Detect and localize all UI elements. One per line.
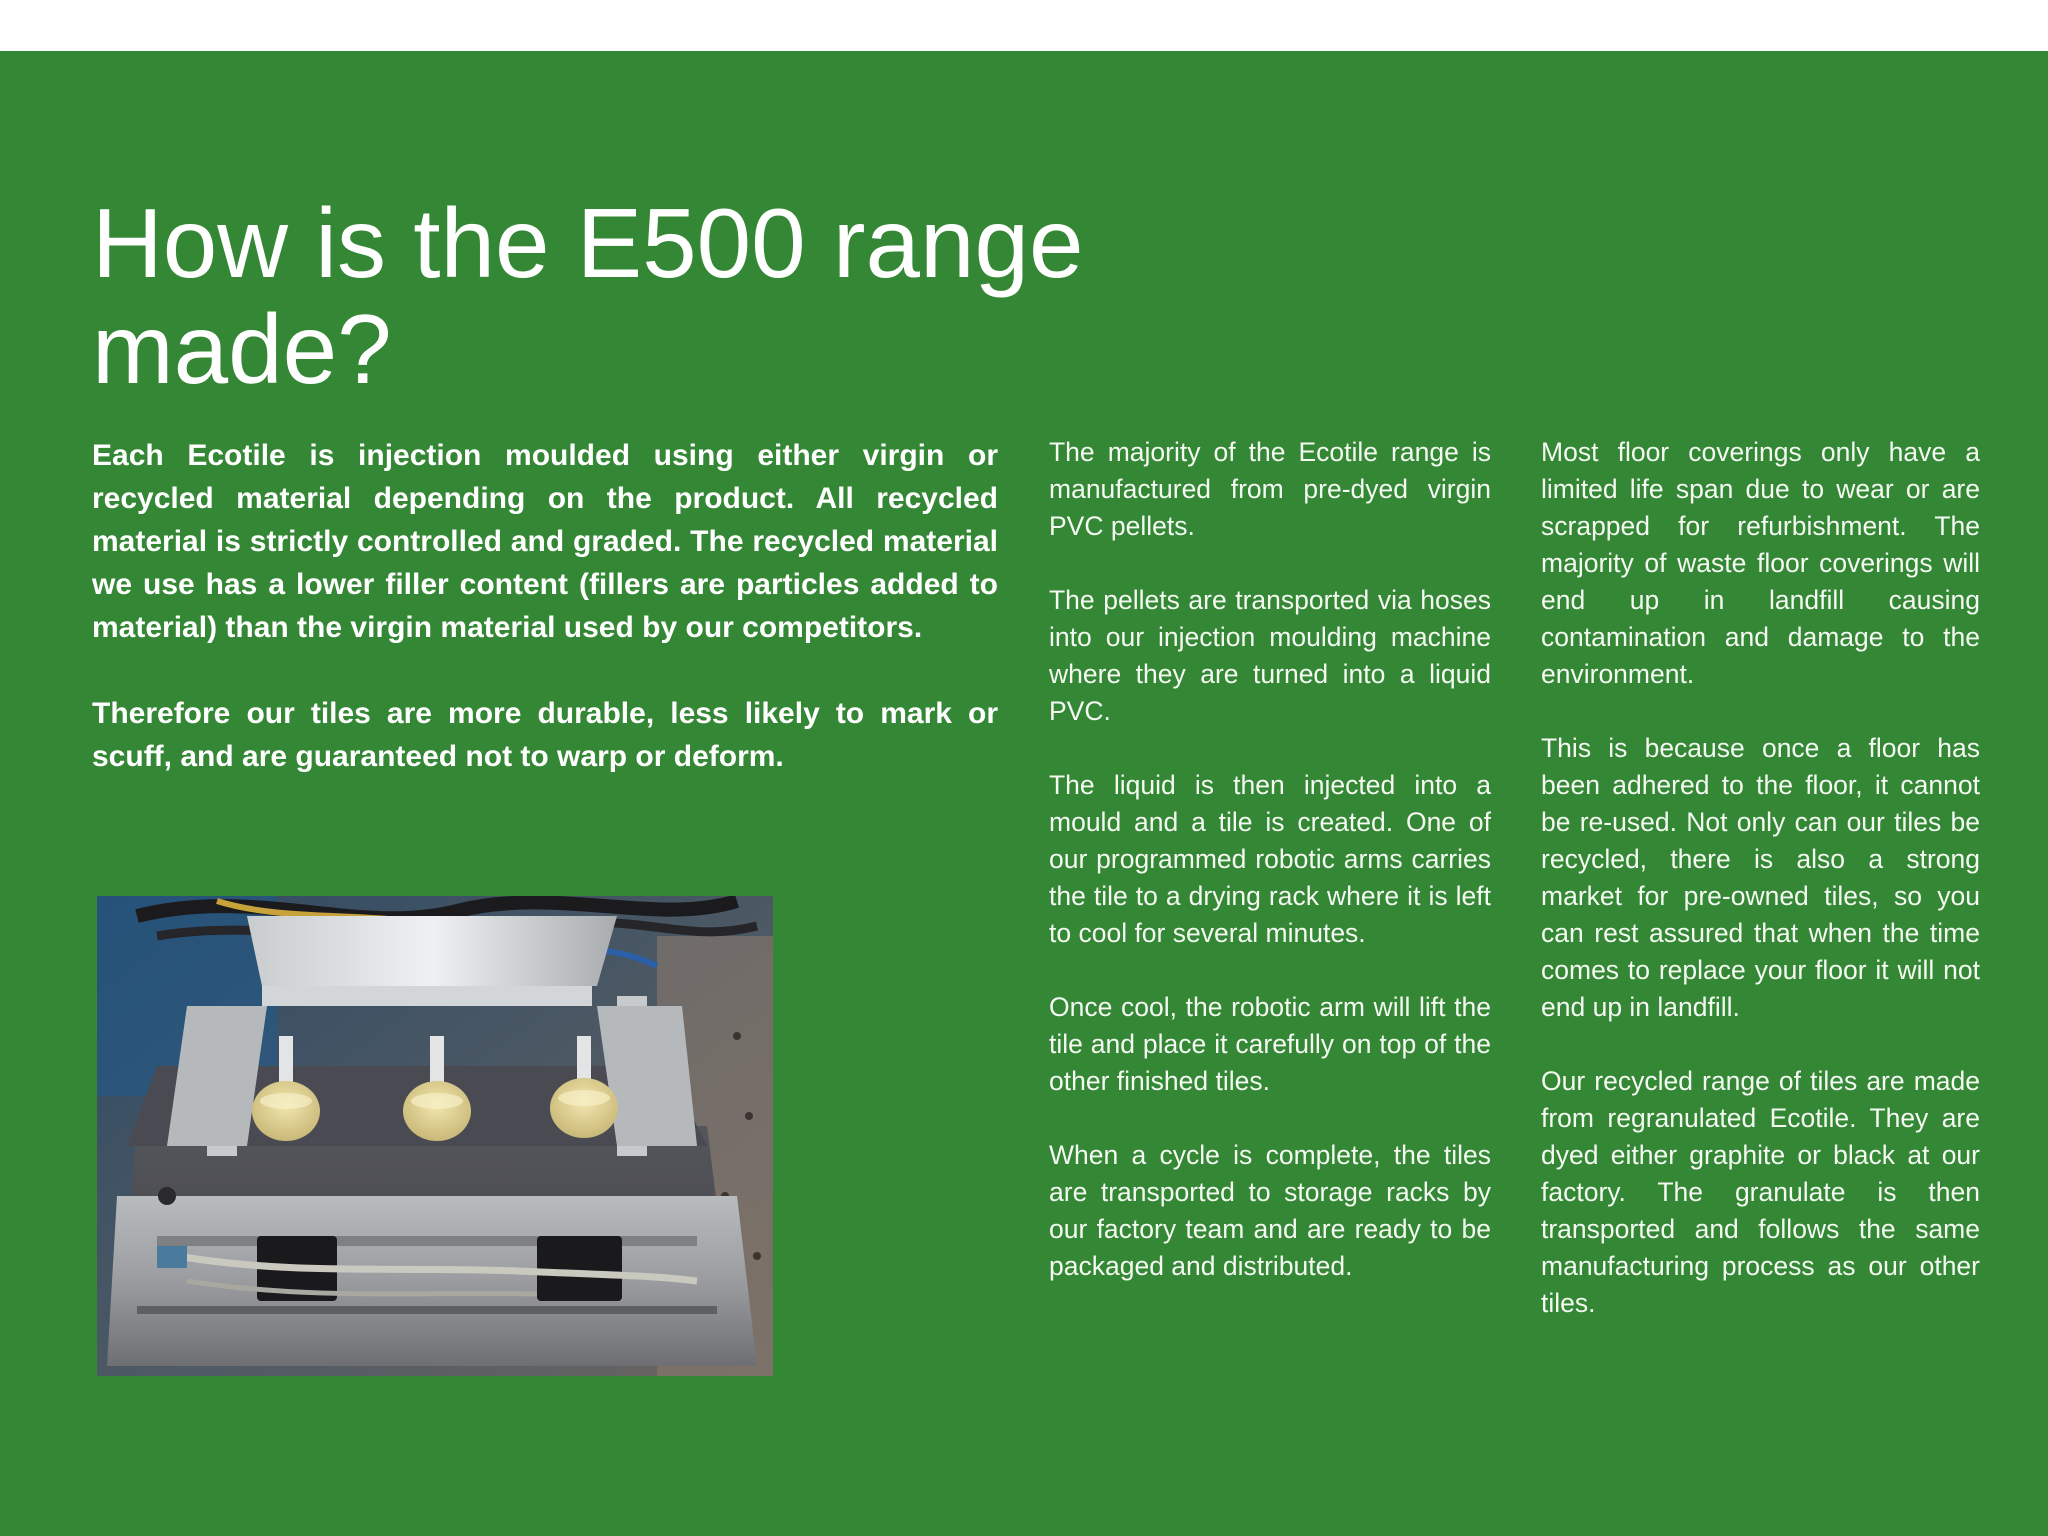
middle-paragraph-3: The liquid is then injected into a mould and a tile is created. One of our programmed robotic arms carries the tile to a drying rack where it is left to cool for several minutes. bbox=[1049, 770, 1491, 948]
right-paragraph-3: Our recycled range of tiles are made from regranulated Ecotile. They are dyed either graphite or black at our factory. The granulate is then transported and follows the same manufacturing process as our other tiles. bbox=[1541, 1066, 1980, 1318]
middle-paragraph-4: Once cool, the robotic arm will lift the tile and place it carefully on top of the other finished tiles. bbox=[1049, 992, 1491, 1096]
lead-paragraph-1: Each Ecotile is injection moulded using either virgin or recycled material depending on the product. All recycled material is strictly controlled and graded. The recycled material we use has a lower filler content (fillers are particles added to material) than the virgin material used by our competitors. bbox=[92, 439, 998, 644]
lead-text-block bbox=[92, 434, 998, 821]
page-title: How is the E500 range made? bbox=[92, 188, 1084, 404]
middle-text-column bbox=[1049, 434, 1491, 1322]
lead-paragraph-2: Therefore our tiles are more durable, less likely to mark or scuff, and are guaranteed not to warp or deform. bbox=[92, 697, 998, 773]
right-text-column bbox=[1541, 434, 1980, 1359]
right-paragraph-2: This is because once a floor has been adhered to the floor, it cannot be re-used. Not only can our tiles be recycled, there is also a strong market for pre-owned tiles, so you can rest assured that when the time comes to replace your floor it will not end up in landfill. bbox=[1541, 733, 1980, 1022]
top-white-strip bbox=[0, 0, 2048, 51]
middle-paragraph-5: When a cycle is complete, the tiles are transported to storage racks by our factory team and are ready to be packaged and distributed. bbox=[1049, 1140, 1491, 1281]
robotic-arm-machine-photo bbox=[97, 896, 773, 1376]
middle-paragraph-1: The majority of the Ecotile range is manufactured from pre-dyed virgin PVC pellets. bbox=[1049, 437, 1491, 541]
right-paragraph-1: Most floor coverings only have a limited life span due to wear or are scrapped for refurbishment. The majority of waste floor coverings will end up in landfill causing contamination and damage to the environment. bbox=[1541, 437, 1980, 689]
middle-paragraph-2: The pellets are transported via hoses into our injection moulding machine where they are turned into a liquid PVC. bbox=[1049, 585, 1491, 726]
